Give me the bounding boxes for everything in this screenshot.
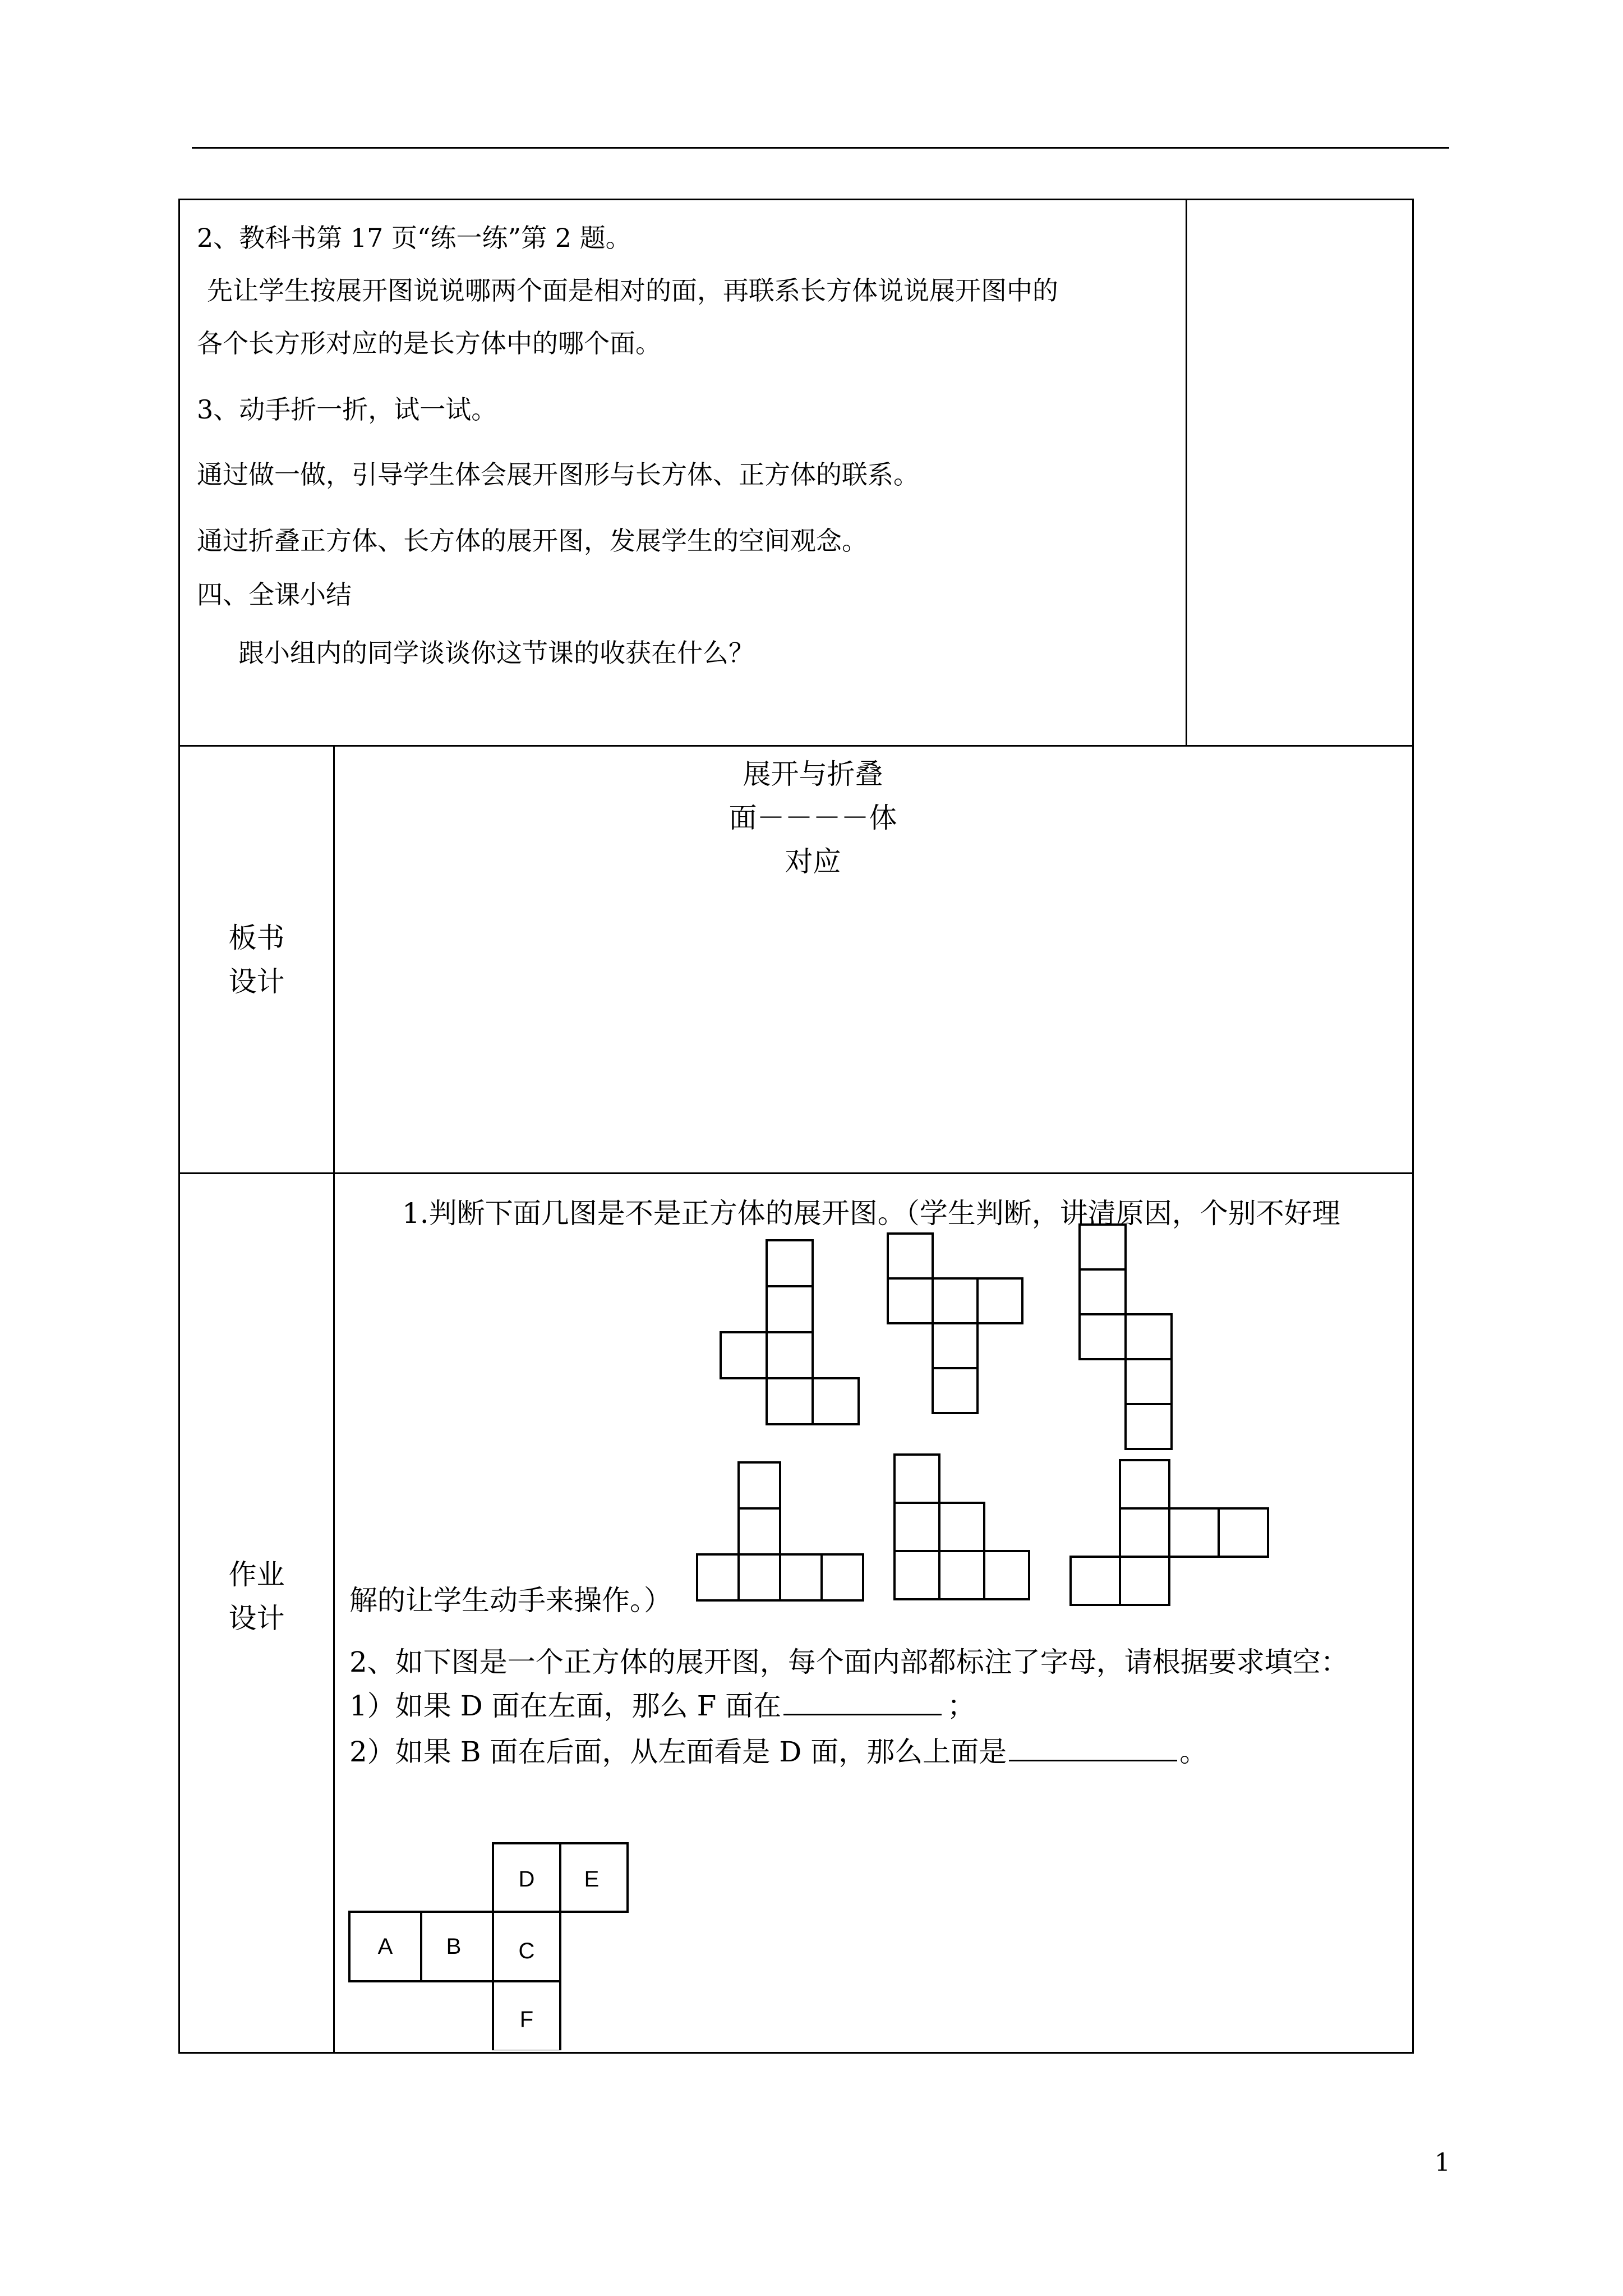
question-2-part-2-text: 2）如果 B 面在后面，从左面看是 D 面，那么上面是 [349, 1736, 1007, 1768]
board-line-3: 对应 [785, 845, 841, 878]
net-letter-e: E [584, 1867, 600, 1892]
homework-label-line-1: 作业 [228, 1558, 285, 1591]
cube-net-4 [697, 1462, 863, 1600]
net-letter-b: B [446, 1934, 462, 1959]
question-2-part-1 [349, 1689, 975, 1723]
question-1-line-1: 1.判断下面几图是不是正方体的展开图。（学生判断，讲清原因，个别不好理 [402, 1197, 1340, 1230]
process-row [179, 200, 1413, 746]
homework-content-cell [334, 1174, 1413, 2053]
homework-label-cell [179, 1174, 334, 2053]
notes-cell [1187, 200, 1413, 746]
board-label [180, 916, 333, 1004]
board-row [179, 746, 1413, 1174]
cube-net-5 [895, 1455, 1029, 1599]
header-rule [192, 147, 1449, 149]
cube-net-1 [721, 1240, 859, 1424]
question-2-part-1-end: ； [947, 1690, 976, 1722]
cube-net-6 [1071, 1460, 1268, 1605]
step-2-desc-1: 先让学生按展开图说说哪两个面是相对的面，再联系长方体说说展开图中的 [207, 275, 1058, 306]
homework-label [180, 1553, 333, 1640]
question-2-part-2-end: 。 [1179, 1736, 1208, 1768]
page-number: 1 [1435, 2148, 1450, 2177]
cube-net-3 [1080, 1225, 1172, 1449]
process-cell [179, 200, 1187, 746]
cube-net-2 [888, 1234, 1022, 1413]
summary-title: 四、全课小结 [197, 579, 352, 610]
board-label-line-2: 设计 [228, 965, 285, 998]
net-letter-a: A [377, 1934, 393, 1959]
answer-blank-2[interactable] [1009, 1737, 1177, 1761]
net-letters [378, 1867, 600, 2032]
board-line-2: 面－－－－体 [728, 802, 897, 834]
net-letter-f: F [519, 2007, 534, 2032]
net-letter-d: D [518, 1867, 535, 1892]
step-3-desc-1: 通过做一做，引导学生体会展开图形与长方体、正方体的联系。 [197, 459, 919, 490]
question-2-title: 2、如下图是一个正方体的展开图，每个面内部都标注了字母，请根据要求填空： [349, 1646, 1349, 1678]
board-title: 展开与折叠 [743, 758, 883, 790]
homework-row [179, 1174, 1413, 2053]
step-2-desc-2: 各个长方形对应的是长方体中的哪个面。 [197, 328, 661, 358]
lesson-table [178, 199, 1414, 2054]
step-3-title: 3、动手折一折，试一试。 [197, 394, 497, 425]
summary-desc: 跟小组内的同学谈谈你这节课的收获在什么？ [238, 638, 754, 668]
step-2-title: 2、教科书第 17 页“练一练”第 2 题。 [197, 223, 631, 253]
question-2-part-2 [349, 1735, 1207, 1769]
answer-blank-1[interactable] [783, 1691, 942, 1715]
board-label-line-1: 板书 [228, 921, 285, 954]
board-content-cell [334, 746, 1413, 1174]
question-2-part-1-text: 1）如果 D 面在左面，那么 F 面在 [349, 1690, 782, 1722]
homework-label-line-2: 设计 [228, 1602, 285, 1635]
question-1-line-2: 解的让学生动手来操作。） [349, 1584, 672, 1617]
net-letter-c: C [518, 1939, 535, 1963]
step-3-desc-2: 通过折叠正方体、长方体的展开图，发展学生的空间观念。 [197, 526, 868, 556]
